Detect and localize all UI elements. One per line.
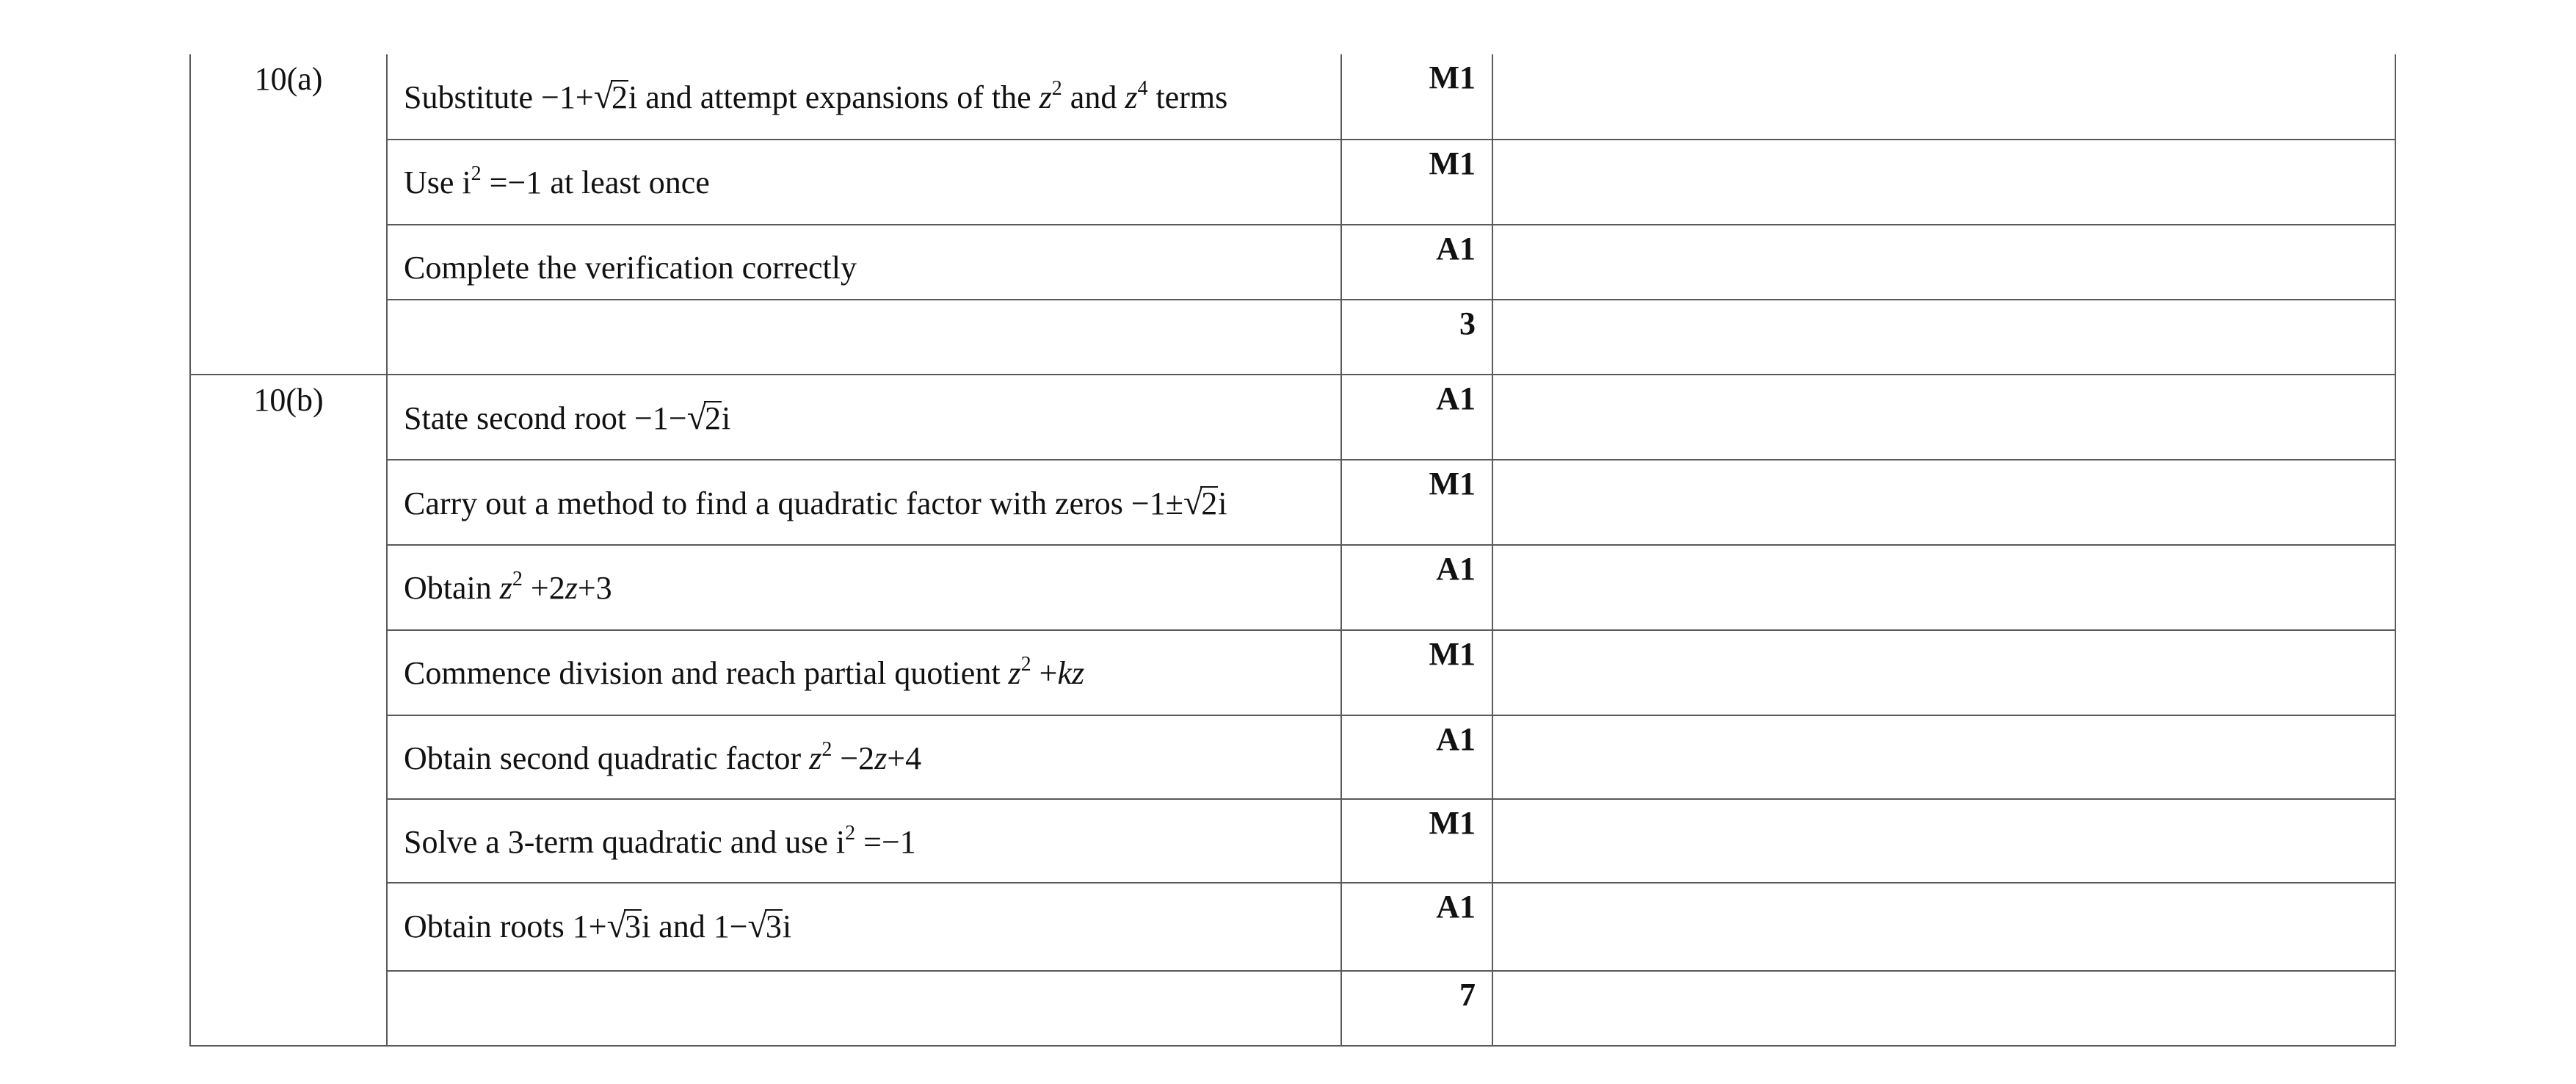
- guidance-cell: [1492, 971, 2395, 1046]
- guidance-cell: [1492, 545, 2395, 630]
- mark-cell: A1: [1341, 883, 1492, 971]
- answer-cell: Carry out a method to find a quadratic factor with zeros −1±√2i: [387, 460, 1341, 545]
- guidance-cell: [1492, 630, 2395, 715]
- guidance-cell: [1492, 140, 2395, 225]
- answer-cell: [387, 971, 1341, 1046]
- mark-cell: M1: [1341, 140, 1492, 225]
- table-row: [190, 545, 2395, 630]
- total-mark-cell: 7: [1341, 971, 1492, 1046]
- answer-cell: State second root −1−√2i: [387, 375, 1341, 460]
- table-row: [190, 54, 2395, 140]
- mark-cell: M1: [1341, 54, 1492, 140]
- answer-cell: Commence division and reach partial quotient $z^2 +kz$: [387, 630, 1341, 715]
- mark-cell: M1: [1341, 799, 1492, 883]
- answer-cell: Solve a 3-term quadratic and use $i^2 =-1$: [387, 799, 1341, 883]
- table-row: [190, 225, 2395, 300]
- table-row: [190, 140, 2395, 225]
- guidance-cell: [1492, 54, 2395, 140]
- guidance-cell: [1492, 715, 2395, 799]
- table-row: [190, 375, 2395, 460]
- table-row: [190, 799, 2395, 883]
- mark-cell: A1: [1341, 545, 1492, 630]
- mark-cell: M1: [1341, 460, 1492, 545]
- guidance-cell: [1492, 799, 2395, 883]
- table-row: [190, 883, 2395, 971]
- table-row: [190, 715, 2395, 799]
- table-row: [190, 460, 2395, 545]
- question-number: 10(a): [190, 54, 387, 375]
- answer-cell: [387, 300, 1341, 375]
- guidance-cell: [1492, 225, 2395, 300]
- mark-cell: A1: [1341, 715, 1492, 799]
- table-row: [190, 300, 2395, 375]
- guidance-cell: [1492, 460, 2395, 545]
- answer-cell: Complete the verification correctly: [387, 225, 1341, 300]
- question-number: 10(b): [190, 375, 387, 1046]
- mark-cell: A1: [1341, 225, 1492, 300]
- mark-scheme-table: [189, 54, 2396, 1047]
- answer-cell: Obtain $z^2 +2z+3$: [387, 545, 1341, 630]
- guidance-cell: [1492, 883, 2395, 971]
- answer-cell: Obtain roots 1+√3i and 1−√3i: [387, 883, 1341, 971]
- answer-cell: Use $i^2 =-1$ at least once: [387, 140, 1341, 225]
- mark-cell: M1: [1341, 630, 1492, 715]
- table-row: [190, 630, 2395, 715]
- total-mark-cell: 3: [1341, 300, 1492, 375]
- answer-cell: Obtain second quadratic factor $z^2 -2z+4$: [387, 715, 1341, 799]
- guidance-cell: [1492, 300, 2395, 375]
- mark-cell: A1: [1341, 375, 1492, 460]
- answer-cell: Substitute −1+√2i and attempt expansions of the $z^2$ and $z^4$ terms: [387, 54, 1341, 140]
- guidance-cell: [1492, 375, 2395, 460]
- table-row: [190, 971, 2395, 1046]
